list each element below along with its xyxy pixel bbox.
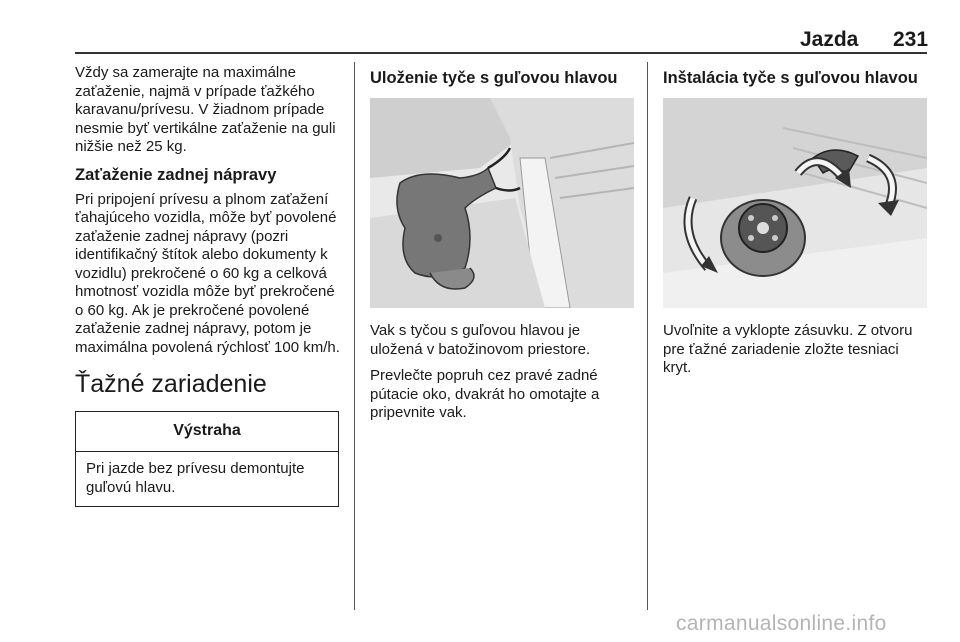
watermark: carmanualsonline.info [676,612,887,635]
intro-paragraph: Vždy sa zamerajte na maximálne zaťaženie, najmä v prípade ťažkého karavanu/prívesu. V žiadnom prípade nesmie byť vertikálne zaťaženie na guli nižšie než 25 kg. [75,64,336,155]
rear-axle-paragraph: Pri pripojení prívesu a plnom zaťažení ťahajúceho vozidla, môže byť povolené zaťaženie zadnej nápravy (pozri identifikačný štítok alebo dokumenty k vozidlu) prekročené o 60 kg a celková hmotnosť vozidla môže byť prekročené o 60 kg. Ak je prekročené povolené zaťaženie zadnej nápravy, potom je maximálna povolená rýchlosť 100 km/h. [75,190,340,356]
column-divider-2 [647,62,648,610]
storage-heading: Uloženie tyče s guľovou hlavou [370,69,618,87]
column-2 [370,64,636,431]
page-number: 231 [893,28,929,51]
socket-illustration [663,98,927,308]
header-section-title: Jazda [800,28,859,51]
warning-title: Výstraha [76,412,338,452]
storage-text-1: Vak s tyčou s guľovou hlavou je uložená v batožinovom priestore. [370,322,591,358]
installation-text-1: Uvoľnite a vyklopte zásuvku. Z otvoru pre ťažné zariadenie zložte tesniaci kryt. [663,322,913,376]
column-divider-1 [354,62,355,610]
towing-heading: Ťažné zariadenie [75,370,267,398]
column-1 [75,64,341,507]
storage-text-2: Prevlečte popruh cez pravé zadné pútacie oko, dvakrát ho omotajte a pripevnite vak. [370,367,600,421]
rear-axle-heading: Zaťaženie zadnej nápravy [75,165,277,184]
column-3 [663,64,929,386]
warning-box [75,411,339,507]
warning-text: Pri jazde bez prívesu demontujte guľovú hlavu. [86,460,305,496]
trunk-bag-illustration [370,98,634,308]
installation-heading: Inštalácia tyče s guľovou hlavou [663,69,918,87]
header-rule [75,52,927,54]
